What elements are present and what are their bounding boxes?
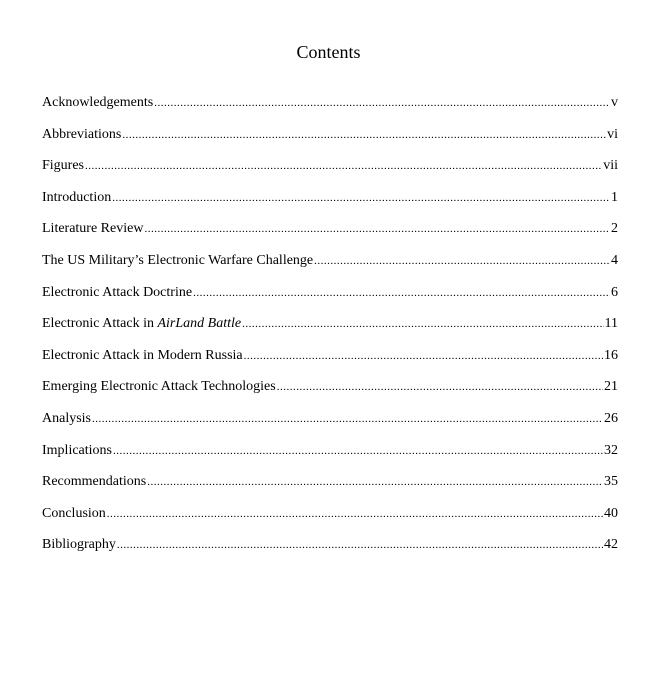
toc-entry-title: Recommendations — [42, 474, 147, 490]
toc-entry-title: Literature Review — [42, 221, 144, 237]
toc-entry-conclusion[interactable] — [42, 504, 618, 536]
toc-entry-page: 16 — [604, 347, 618, 363]
toc-entry-page: vi — [607, 126, 618, 142]
dot-leader — [244, 346, 603, 366]
dot-leader — [314, 251, 610, 271]
dot-leader — [122, 125, 606, 145]
toc-entry-page: v — [611, 95, 618, 110]
toc-entry-title: Introduction — [42, 189, 112, 205]
toc-entry-emerging-technologies[interactable] — [42, 377, 618, 409]
toc-entry-title — [42, 314, 241, 334]
toc-entry-page: vii — [603, 158, 618, 174]
dot-leader — [144, 219, 610, 239]
toc-entry-title: Figures — [42, 158, 84, 174]
toc-entry-electronic-attack-modern-russia[interactable] — [42, 346, 618, 378]
dot-leader — [277, 377, 603, 397]
dot-leader — [107, 504, 603, 524]
dot-leader — [242, 314, 603, 334]
toc-entry-page: 11 — [604, 316, 618, 332]
toc-entry-bibliography[interactable] — [42, 535, 618, 567]
toc-entry-figures[interactable] — [42, 156, 618, 188]
toc-entry-electronic-attack-airland-battle[interactable] — [42, 314, 618, 346]
dot-leader — [85, 156, 602, 176]
toc-entry-title: Bibliography — [42, 537, 116, 553]
toc-entry-title: Abbreviations — [42, 126, 122, 142]
toc-entry-title: Conclusion — [42, 505, 106, 521]
dot-leader — [117, 535, 603, 555]
dot-leader — [92, 409, 603, 429]
dot-leader — [112, 188, 610, 208]
dot-leader — [154, 93, 610, 113]
toc-entry-electronic-attack-doctrine[interactable] — [42, 283, 618, 315]
toc-entry-page: 40 — [604, 505, 618, 521]
dot-leader — [113, 441, 603, 461]
toc-entry-page: 2 — [611, 221, 618, 237]
toc-entry-recommendations[interactable] — [42, 472, 618, 504]
toc-entry-page: 6 — [611, 284, 618, 300]
toc-entry-page: 21 — [604, 379, 618, 395]
toc-entry-title: Analysis — [42, 410, 91, 426]
toc-entry-page: 4 — [611, 252, 618, 268]
toc-entry-page: 26 — [604, 410, 618, 426]
toc-entry-title-prefix: Electronic Attack in — [42, 316, 158, 332]
toc-entry-title: Electronic Attack in Modern Russia — [42, 347, 243, 363]
toc-entry-literature-review[interactable] — [42, 219, 618, 251]
toc-entry-page: 35 — [604, 474, 618, 490]
toc-entry-abbreviations[interactable] — [42, 125, 618, 157]
toc-entry-title: Electronic Attack Doctrine — [42, 284, 193, 300]
toc-entry-analysis[interactable] — [42, 409, 618, 441]
toc-entry-page: 42 — [604, 537, 618, 553]
table-of-contents — [42, 93, 618, 567]
dot-leader — [147, 472, 603, 492]
toc-entry-title: Implications — [42, 442, 112, 458]
toc-entry-page: 1 — [611, 189, 618, 205]
toc-entry-page: 32 — [604, 442, 618, 458]
toc-entry-introduction[interactable] — [42, 188, 618, 220]
dot-leader — [193, 283, 610, 303]
page-title: Contents — [296, 42, 361, 62]
toc-entry-title-italic: AirLand Battle — [157, 316, 242, 332]
toc-entry-title: Acknowledgements — [42, 95, 154, 110]
toc-entry-acknowledgements[interactable] — [42, 93, 618, 125]
toc-entry-implications[interactable] — [42, 441, 618, 473]
toc-entry-us-military-ew-challenge[interactable] — [42, 251, 618, 283]
toc-entry-title: Emerging Electronic Attack Technologies — [42, 379, 276, 395]
toc-entry-title: The US Military’s Electronic Warfare Challenge — [42, 252, 314, 268]
